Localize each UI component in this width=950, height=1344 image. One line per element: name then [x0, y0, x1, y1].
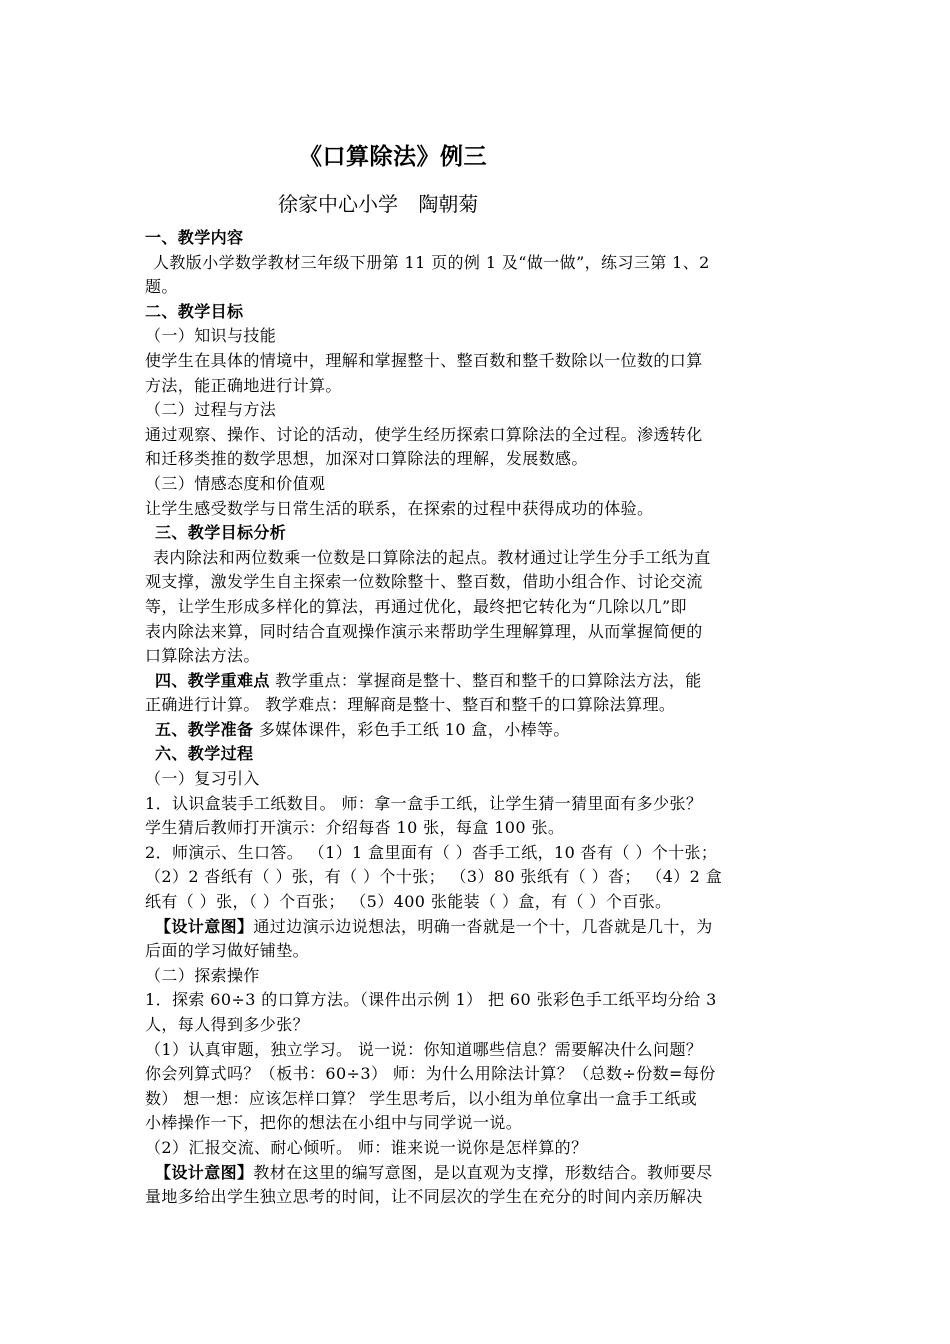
subheading: （一）复习引入 — [145, 769, 260, 789]
design-intent-label: 【设计意图】 — [155, 916, 254, 936]
paragraph-line: 人教版小学数学教材三年级下册第 11 页的例 1 及“做一做”，练习三第 1、2 — [153, 252, 710, 272]
paragraph-line: 题。 — [145, 277, 178, 297]
section-heading-content: 一、教学内容 — [145, 228, 244, 247]
paragraph-line: （2）2 沓纸有（ ）张，有（ ）个十张； （3）80 张纸有（ ）沓； （4）2 盒 — [145, 867, 723, 887]
paragraph-line: 数） 想一想：应该怎样口算？ 学生思考后，以小组为单位拿出一盒手工纸或 — [145, 1088, 698, 1108]
paragraph-line: 纸有（ ）张，（ ）个百张； （5）400 张能装（ ）盒，有（ ）个百张。 — [145, 892, 672, 912]
page-title: 《口算除法》例三 — [299, 143, 487, 170]
document-body — [145, 226, 811, 1210]
section-heading-process: 六、教学过程 — [155, 744, 254, 764]
paragraph-line: 1．探索 60÷3 的口算方法。（课件出示例 1） 把 60 张彩色手工纸平均分给 3 — [145, 990, 717, 1010]
paragraph-line — [145, 669, 811, 694]
inline-text: 教学重点：掌握商是整十、整百和整千的口算除法方法，能 — [269, 670, 702, 690]
paragraph-line — [145, 915, 811, 940]
subheading: （二）过程与方法 — [145, 400, 277, 420]
paragraph-line: 量地多给出学生独立思考的时间，让不同层次的学生在充分的时间内亲历解决 — [145, 1187, 703, 1207]
paragraph-line: 人，每人得到多少张？ — [145, 1015, 310, 1034]
subheading: （三）情感态度和价值观 — [145, 473, 326, 493]
paragraph-line: 正确进行计算。 教学难点：理解商是整十、整百和整千的口算除法算理。 — [145, 695, 676, 715]
author-line: 徐家中心小学 陶朝菊 — [278, 192, 479, 216]
inline-text: 教材在这里的编写意图，是以直观为支撑，形数结合。教师要尽 — [253, 1162, 713, 1182]
paragraph-line: （2）汇报交流、耐心倾听。 师：谁来说一说你是怎样算的？ — [145, 1137, 588, 1157]
paragraph-line: （1）认真审题，独立学习。 说一说：你知道哪些信息？需要解决什么问题？ — [145, 1039, 703, 1059]
paragraph-line: 和迁移类推的数学思想，加深对口算除法的理解，发展数感。 — [145, 449, 588, 469]
paragraph-line: 观支撑，激发学生自主探索一位数除整十、整百数，借助小组合作、讨论交流 — [145, 572, 703, 592]
paragraph-line: 通过观察、操作、讨论的活动，使学生经历探索口算除法的全过程。渗透转化 — [145, 424, 703, 444]
paragraph-line: 学生猜后教师打开演示：介绍每沓 10 张，每盒 100 张。 — [145, 818, 565, 838]
section-heading-key-points: 四、教学重难点 — [155, 670, 270, 690]
paragraph-line — [145, 718, 811, 743]
paragraph-line — [145, 1161, 811, 1186]
paragraph-line: 2．师演示、生口答。 （1）1 盒里面有（ ）沓手工纸，10 沓有（ ）个十张； — [145, 842, 718, 862]
subheading: （一）知识与技能 — [145, 326, 277, 346]
paragraph-line: 口算除法方法。 — [145, 646, 260, 666]
paragraph-line: 小棒操作一下，把你的想法在小组中与同学说一说。 — [145, 1113, 523, 1133]
paragraph-line: 后面的学习做好铺垫。 — [145, 941, 310, 961]
inline-text: 通过边演示边说想法，明确一沓就是一个十，几沓就是几十，为 — [253, 916, 713, 936]
paragraph-line: 你会列算式吗？（板书：60÷3） 师：为什么用除法计算？（总数÷份数=每份 — [145, 1064, 716, 1084]
paragraph-line: 等，让学生形成多样化的算法，再通过优化，最终把它转化为“几除以几”即 — [145, 596, 687, 616]
paragraph-line: 方法，能正确地进行计算。 — [145, 375, 342, 395]
paragraph-line: 表内除法来算，同时结合直观操作演示来帮助学生理解算理，从而掌握简便的 — [145, 621, 703, 641]
subheading: （二）探索操作 — [145, 965, 260, 985]
paragraph-line: 表内除法和两位数乘一位数是口算除法的起点。教材通过让学生分手工纸为直 — [153, 547, 711, 567]
paragraph-line: 使学生在具体的情境中，理解和掌握整十、整百数和整千数除以一位数的口算 — [145, 350, 703, 370]
section-heading-analysis: 三、教学目标分析 — [155, 523, 287, 543]
paragraph-line: 让学生感受数学与日常生活的联系，在探索的过程中获得成功的体验。 — [145, 498, 654, 518]
design-intent-label: 【设计意图】 — [155, 1162, 254, 1182]
section-heading-goals: 二、教学目标 — [145, 301, 244, 321]
section-heading-preparation: 五、教学准备 — [155, 719, 254, 739]
inline-text: 多媒体课件，彩色手工纸 10 盒，小棒等。 — [253, 719, 570, 739]
paragraph-line: 1．认识盒装手工纸数目。 师：拿一盒手工纸，让学生猜一猜里面有多少张？ — [145, 793, 703, 813]
